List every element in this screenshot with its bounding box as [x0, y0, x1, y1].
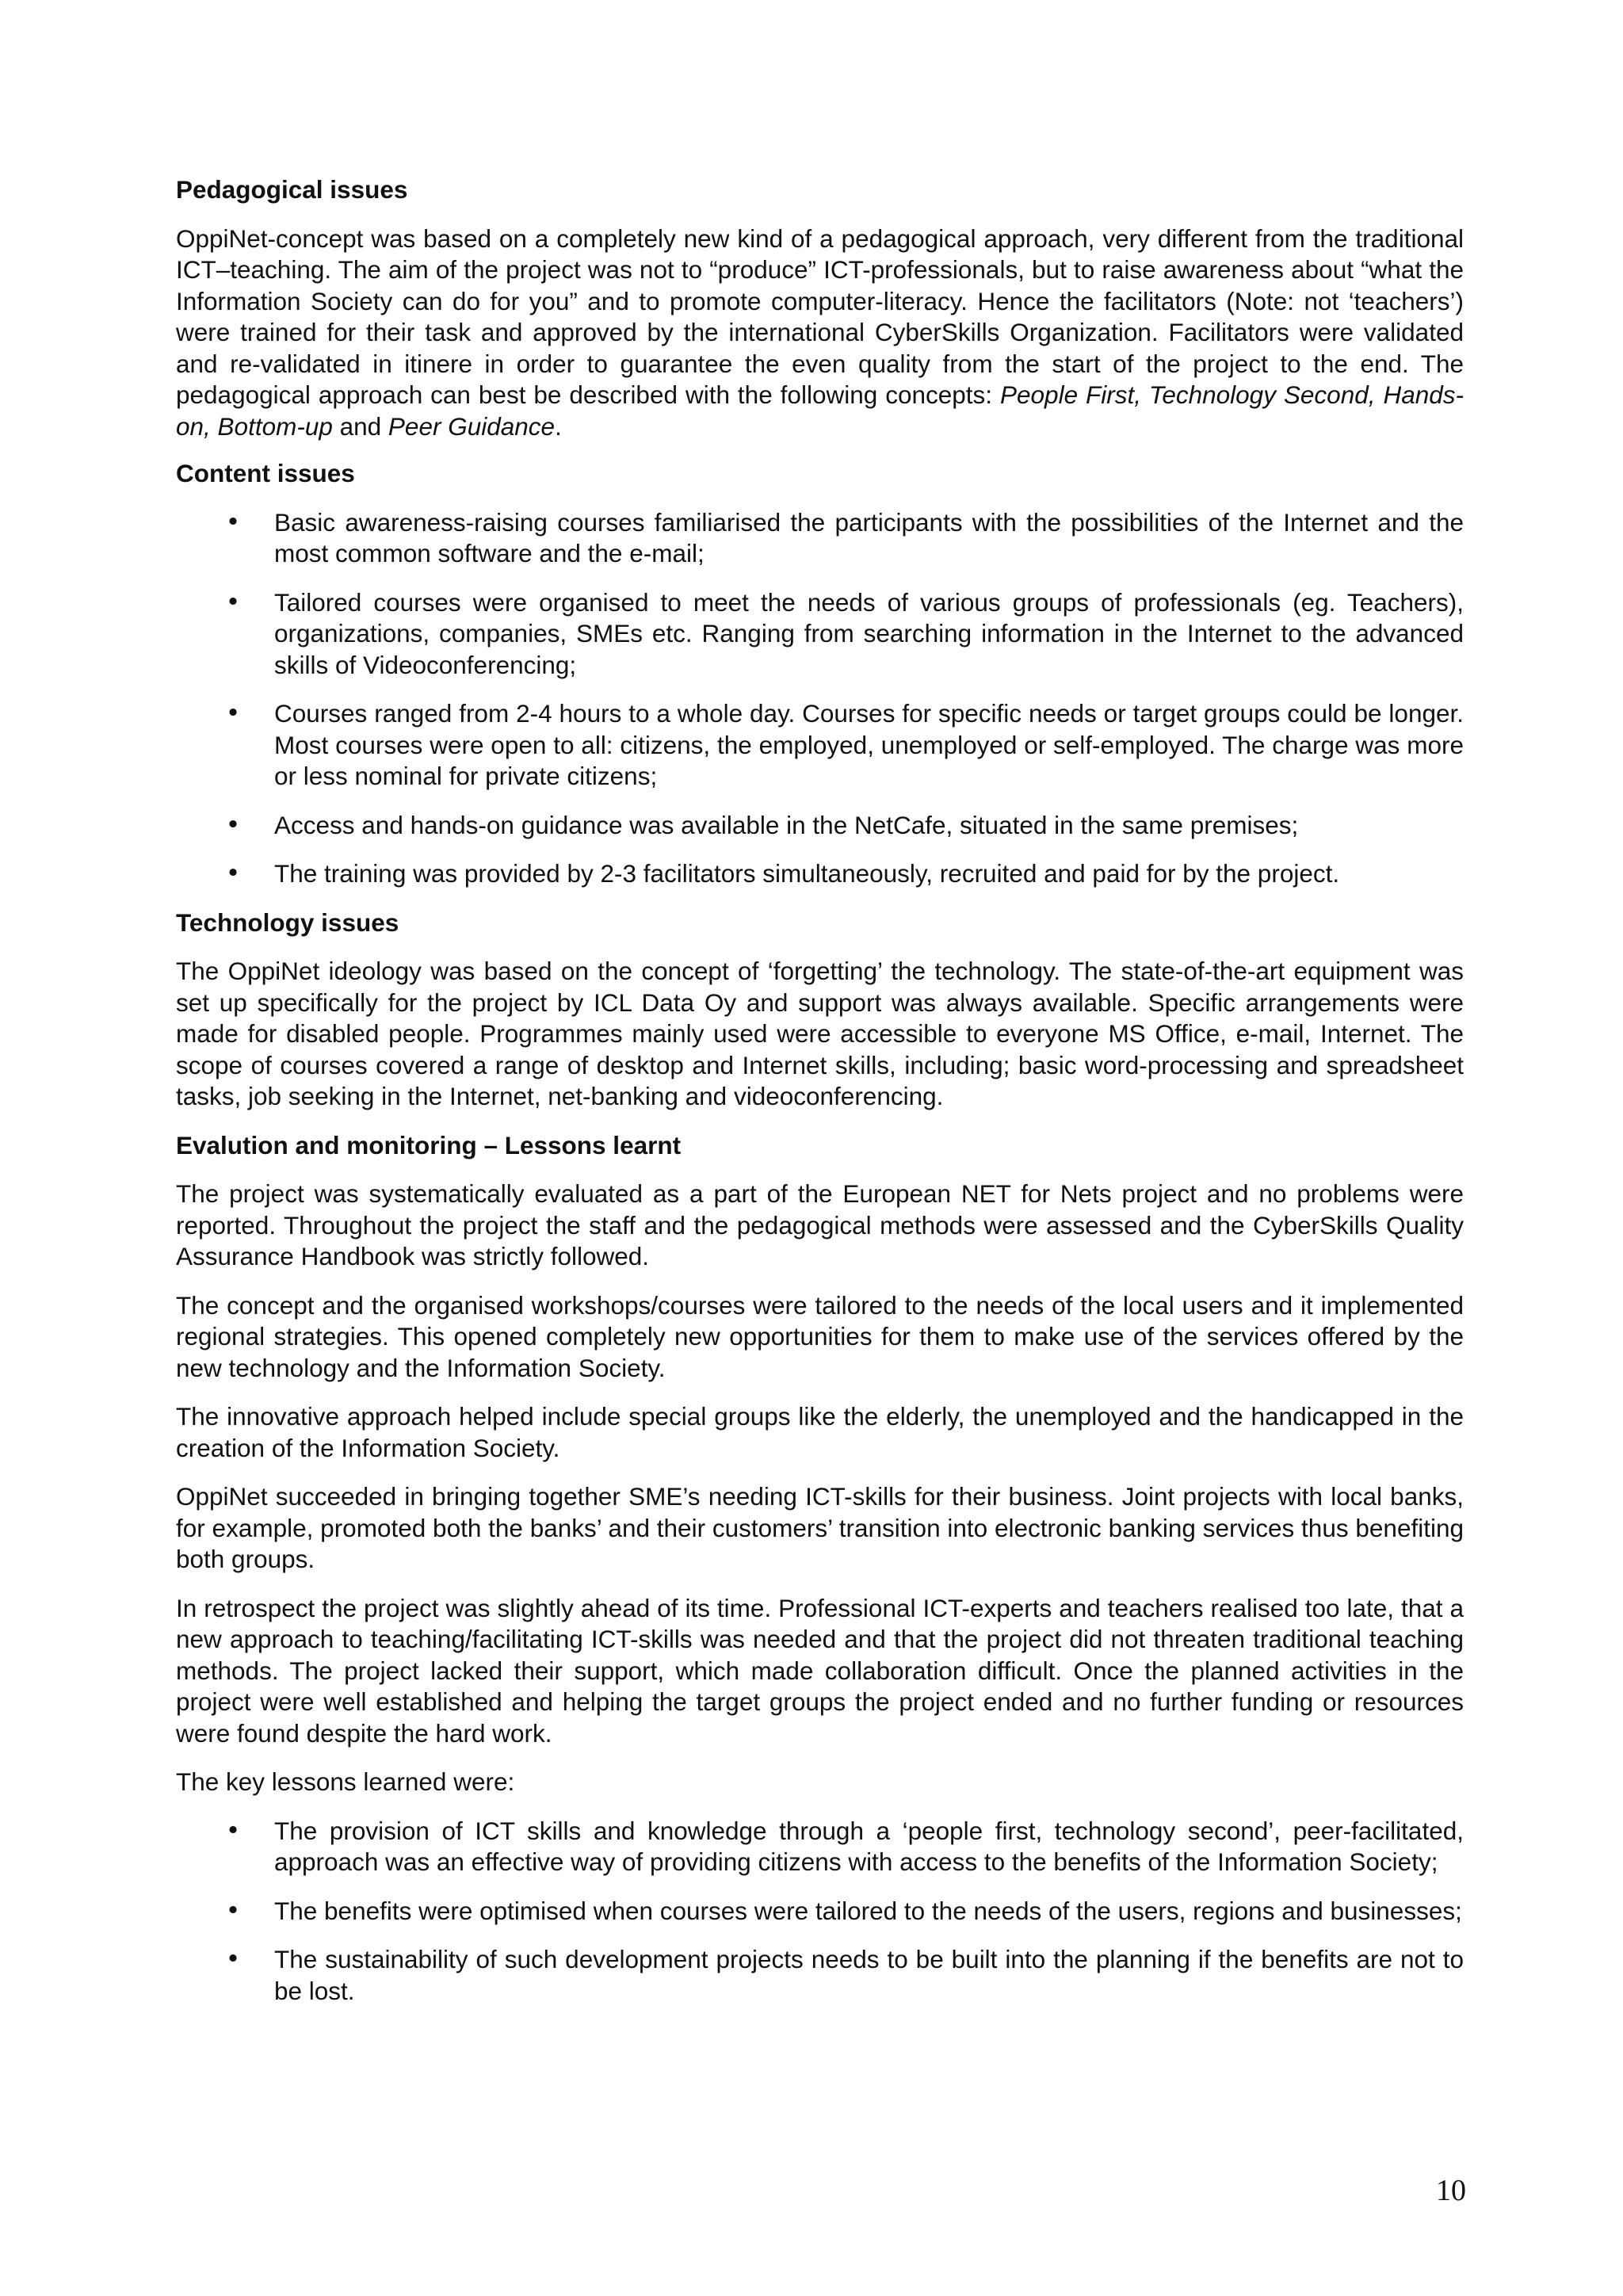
evaluation-paragraph: In retrospect the project was slightly ahead of its time. Professional ICT-experts and teachers realised too late, that a new approach to teaching/facilitating ICT-skills was needed and that the project did not threaten traditional teaching methods. The project lacked their support, which made collaboration difficult. Once the planned activities in the project were well established and helping the target groups the project ended and no further funding or resources were found despite the hard work. [176, 1593, 1464, 1748]
list-item [176, 698, 1464, 793]
key-lessons-intro: The key lessons learned were: [176, 1767, 515, 1796]
list-item [176, 1944, 1464, 2007]
bullet-icon: • [225, 507, 241, 537]
bullet-icon: • [225, 859, 241, 888]
evaluation-paragraph: The concept and the organised workshops/courses were tailored to the needs of the local users and it implemented regional strategies. This opened completely new opportunities for them to make use of the services offered by the new technology and the Information Society. [176, 1290, 1464, 1382]
list-item-text: The provision of ICT skills and knowledge through a ‘people first, technology second’, peer-facilitated, approach was an effective way of providing citizens with access to the benefits of the Information Society; [274, 1816, 1464, 1876]
pedagogical-issues-paragraph [176, 223, 1464, 443]
pedagogical-issues-heading: Pedagogical issues [176, 175, 408, 204]
and-word: and [332, 411, 388, 441]
peer-guidance-italic: Peer Guidance [388, 411, 556, 441]
bullet-icon: • [225, 810, 241, 839]
pedagogical-text: OppiNet-concept was based on a completely new kind of a pedagogical approach, very different from the traditional ICT–teaching. The aim of the project was not to “produce” ICT-professionals, but to raise awareness about “what the Information Society can do for you” and to promote computer-literacy. Hence the facilitators (Note: not ‘teachers’) were trained for their task and approved by the international CyberSkills Organization. Facilitators were validated and re-validated in itinere in order to guarantee the even quality from the start of the project to the end. The pedagogical approach can best be described with the following concepts: [176, 223, 1464, 409]
list-item-text: Courses ranged from 2-4 hours to a whole day. Courses for specific needs or target groups could be longer. Most courses were open to all: citizens, the employed, unemployed or self-employed. The charge was more or less nominal for private citizens; [274, 699, 1464, 790]
evaluation-paragraph: The innovative approach helped include special groups like the elderly, the unemployed and the handicapped in the creation of the Information Society. [176, 1402, 1464, 1462]
list-item-text: The benefits were optimised when courses were tailored to the needs of the users, regions and businesses; [274, 1896, 1462, 1925]
bullet-icon: • [225, 587, 241, 617]
evaluation-paragraph: The project was systematically evaluated as a part of the European NET for Nets project and no problems were reported. Throughout the project the staff and the pedagogical methods were assessed and the CyberSkills Quality Assurance Handbook was strictly followed. [176, 1179, 1464, 1270]
page-number: 10 [1436, 2174, 1466, 2207]
key-lessons-list [176, 1816, 1464, 2008]
list-item [176, 858, 1464, 890]
list-item [176, 810, 1464, 842]
period: . [555, 411, 562, 441]
list-item-text: Access and hands-on guidance was available in the NetCafe, situated in the same premises; [274, 810, 1299, 839]
technology-issues-paragraph: The OppiNet ideology was based on the concept of ‘forgetting’ the technology. The state-of-the-art equipment was set up specifically for the project by ICL Data Oy and support was always available. Specific arrangements were made for disabled people. Programmes mainly used were accessible to everyone MS Office, e-mail, Internet. The scope of courses covered a range of desktop and Internet skills, including; basic word-processing and spreadsheet tasks, job seeking in the Internet, net-banking and videoconferencing. [176, 957, 1464, 1110]
list-item [176, 587, 1464, 682]
list-item-text: The training was provided by 2-3 facilitators simultaneously, recruited and paid for by the project. [274, 859, 1340, 888]
bullet-icon: • [225, 1945, 241, 1973]
list-item-text: The sustainability of such development projects needs to be built into the planning if the benefits are not to be lost. [274, 1945, 1464, 2005]
page-content [176, 174, 1464, 2024]
technology-issues-heading: Technology issues [176, 907, 399, 937]
bullet-icon: • [225, 1816, 241, 1845]
list-item [176, 1816, 1464, 1878]
pedagogical-concepts-italic: People First, Technology Second, Hands-on, Bottom-up [176, 380, 1464, 441]
list-item-text: Basic awareness-raising courses familiarised the participants with the possibilities of the Internet and the most common software and the e-mail; [274, 507, 1464, 567]
list-item [176, 507, 1464, 570]
content-issues-list [176, 507, 1464, 890]
content-issues-heading: Content issues [176, 459, 355, 487]
evaluation-heading: Evalution and monitoring – Lessons learnt [176, 1130, 682, 1159]
bullet-icon: • [225, 1896, 241, 1925]
evaluation-paragraph: OppiNet succeeded in bringing together SME’s needing ICT-skills for their business. Joint projects with local banks, for example, promoted both the banks’ and their customers’ transition into electronic banking services thus benefiting both groups. [176, 1482, 1464, 1573]
list-item-text: Tailored courses were organised to meet the needs of various groups of professionals (eg. Teachers), organizations, companies, SMEs etc. Ranging from searching information in the Internet to the advanced skills of Videoconferencing; [274, 587, 1464, 679]
bullet-icon: • [225, 699, 241, 728]
list-item [176, 1896, 1464, 1927]
